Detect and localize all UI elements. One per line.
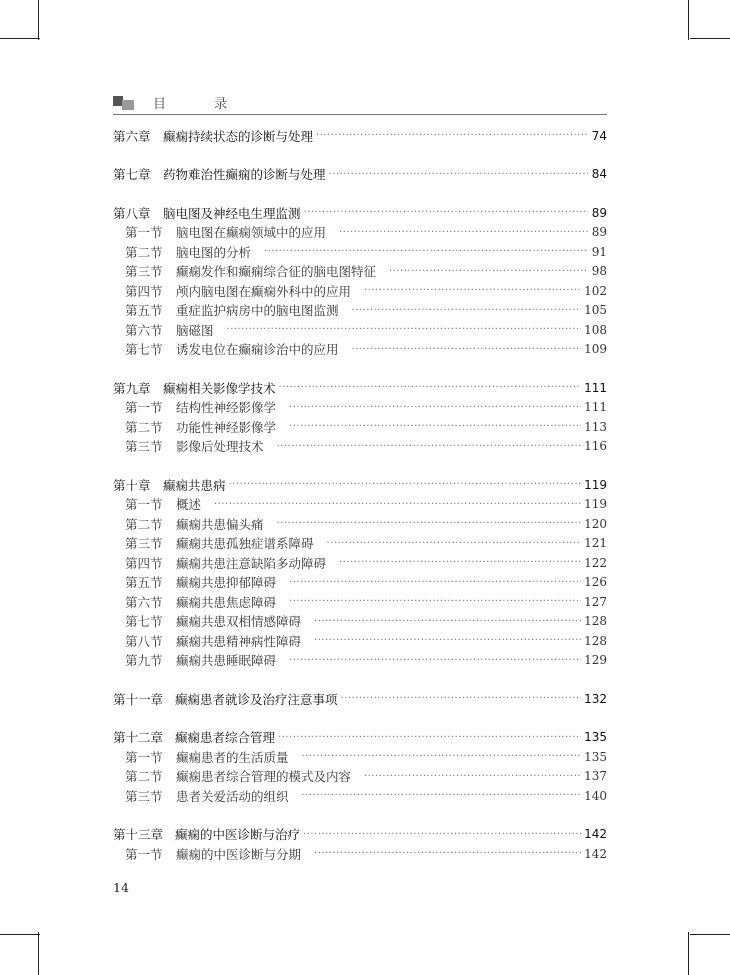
toc-section[interactable] (113, 553, 607, 573)
toc-section[interactable] (113, 747, 607, 767)
leader-dots (304, 207, 588, 218)
crop-mark-top-right (688, 0, 689, 40)
page-ref: 111 (584, 380, 607, 395)
page-ref: 127 (584, 594, 607, 609)
chapter-title: 脑电图及神经电生理监测 (163, 205, 301, 221)
leader-dots (227, 324, 582, 335)
toc-section[interactable] (113, 437, 607, 457)
section-label: 第九节 (125, 653, 163, 669)
toc-chapter-9[interactable] (113, 378, 607, 398)
section-title: 癫痫共患焦虑障碍 (176, 594, 277, 610)
page-number: 14 (113, 880, 129, 895)
page-ref: 89 (591, 225, 607, 240)
chapter-title: 癫痫共患病 (163, 477, 226, 493)
leader-dots (364, 771, 581, 782)
page-ref: 111 (584, 400, 607, 415)
page-ref: 121 (584, 536, 607, 551)
chapter-label: 第十三章 (113, 827, 164, 843)
section-title: 功能性神经影像学 (176, 419, 277, 435)
page-ref: 128 (584, 633, 607, 648)
toc-chapter-11[interactable] (113, 689, 607, 709)
toc-chapter-8[interactable] (113, 203, 607, 223)
toc-section[interactable] (113, 417, 607, 437)
leader-dots (264, 246, 588, 257)
chapter-title: 癫痫相关影像学技术 (163, 380, 276, 396)
section-label: 第六节 (125, 594, 163, 610)
section-label: 第一节 (125, 497, 163, 513)
leader-dots (214, 499, 581, 510)
section-title: 影像后处理技术 (176, 439, 264, 455)
toc-chapter-7[interactable] (113, 165, 607, 185)
page-ref: 91 (591, 244, 607, 259)
chapter-label: 第七章 (113, 167, 151, 183)
leader-dots (303, 829, 581, 840)
section-title: 脑电图在癫痫领域中的应用 (176, 225, 327, 241)
leader-dots (339, 227, 588, 238)
header-logo-icon (113, 92, 143, 110)
page-ref: 135 (584, 730, 607, 745)
section-label: 第一节 (125, 400, 163, 416)
section-label: 第二节 (125, 419, 163, 435)
leader-dots (314, 616, 581, 627)
section-title: 重症监护病房中的脑电图监测 (176, 303, 339, 319)
section-title: 癫痫的中医诊断与分期 (176, 846, 302, 862)
section-label: 第三节 (125, 788, 163, 804)
toc-section[interactable] (113, 612, 607, 632)
section-title: 结构性神经影像学 (176, 400, 277, 416)
section-title: 诱发电位在癫痫诊治中的应用 (176, 342, 339, 358)
toc-section[interactable] (113, 495, 607, 515)
chapter-label: 第六章 (113, 128, 151, 144)
toc-chapter-12[interactable] (113, 728, 607, 748)
section-label: 第七节 (125, 342, 163, 358)
leader-dots (289, 402, 581, 413)
leader-dots (289, 655, 581, 666)
leader-dots (289, 577, 581, 588)
section-title: 癫痫共患双相情感障碍 (176, 614, 302, 630)
page-ref: 89 (591, 205, 607, 220)
section-label: 第一节 (125, 225, 163, 241)
toc-section[interactable] (113, 534, 607, 554)
chapter-label: 第十章 (113, 477, 151, 493)
running-header (113, 92, 607, 115)
toc-chapter-6[interactable] (113, 126, 607, 146)
page-ref: 129 (584, 653, 607, 668)
leader-dots (352, 344, 582, 355)
section-title: 癫痫共患孤独症谱系障碍 (176, 536, 314, 552)
toc-chapter-13[interactable] (113, 825, 607, 845)
chapter-title: 癫痫患者综合管理 (175, 730, 276, 746)
page-ref: 142 (584, 827, 607, 842)
leader-dots (277, 518, 582, 529)
section-label: 第二节 (125, 244, 163, 260)
section-label: 第八节 (125, 633, 163, 649)
section-label: 第四节 (125, 283, 163, 299)
chapter-label: 第八章 (113, 205, 151, 221)
leader-dots (289, 421, 581, 432)
leader-dots (389, 266, 588, 277)
section-title: 癫痫患者综合管理的模式及内容 (176, 769, 352, 785)
page-ref: 84 (591, 167, 607, 182)
toc-section[interactable] (113, 514, 607, 534)
section-label: 第四节 (125, 555, 163, 571)
section-title: 癫痫共患注意缺陷多动障碍 (176, 555, 327, 571)
section-label: 第五节 (125, 303, 163, 319)
leader-dots (289, 596, 581, 607)
toc-section[interactable] (113, 767, 607, 787)
header-title: 目 录 (153, 97, 250, 112)
section-label: 第六节 (125, 322, 163, 338)
page-ref: 128 (584, 614, 607, 629)
page-ref: 119 (584, 477, 607, 492)
leader-dots (314, 635, 581, 646)
section-label: 第一节 (125, 749, 163, 765)
page-ref: 119 (584, 497, 607, 512)
page-ref: 74 (591, 128, 607, 143)
page-ref: 105 (584, 303, 607, 318)
page-ref: 120 (584, 516, 607, 531)
section-title: 脑电图的分析 (176, 244, 252, 260)
toc-section[interactable] (113, 281, 607, 301)
crop-mark-top-left (38, 0, 39, 40)
section-title: 癫痫患者的生活质量 (176, 749, 289, 765)
toc-chapter-10[interactable] (113, 475, 607, 495)
section-title: 概述 (176, 497, 202, 513)
chapter-title: 癫痫的中医诊断与治疗 (175, 827, 301, 843)
crop-mark-bottom-right (688, 932, 689, 975)
section-label: 第三节 (125, 439, 163, 455)
toc-section[interactable] (113, 242, 607, 262)
toc-section[interactable] (113, 631, 607, 651)
chapter-title: 癫痫持续状态的诊断与处理 (163, 128, 314, 144)
page-ref: 122 (584, 555, 607, 570)
page-ref: 98 (591, 264, 607, 279)
crop-mark-bottom-left (0, 934, 40, 935)
leader-dots (341, 693, 582, 704)
section-title: 脑磁图 (176, 322, 214, 338)
section-title: 癫痫发作和癫痫综合征的脑电图特征 (176, 264, 377, 280)
leader-dots (302, 790, 582, 801)
leader-dots (339, 557, 581, 568)
leader-dots (229, 479, 582, 490)
toc-section[interactable] (113, 301, 607, 321)
section-title: 癫痫共患偏头痛 (176, 516, 264, 532)
toc-section[interactable] (113, 592, 607, 612)
chapter-label: 第十二章 (113, 730, 164, 746)
section-label: 第五节 (125, 575, 163, 591)
section-label: 第三节 (125, 536, 163, 552)
leader-dots (278, 732, 581, 743)
chapter-label: 第九章 (113, 380, 151, 396)
page-ref: 116 (584, 439, 607, 454)
page-ref: 109 (584, 342, 607, 357)
toc-section[interactable] (113, 786, 607, 806)
toc-section[interactable] (113, 320, 607, 340)
toc-section[interactable] (113, 573, 607, 593)
section-title: 癫痫共患精神病性障碍 (176, 633, 302, 649)
section-label: 第三节 (125, 264, 163, 280)
section-title: 癫痫共患抑郁障碍 (176, 575, 277, 591)
page-ref: 108 (584, 322, 607, 337)
section-label: 第二节 (125, 516, 163, 532)
page-ref: 132 (584, 691, 607, 706)
leader-dots (279, 382, 582, 393)
crop-mark-bottom-right (690, 934, 730, 935)
leader-dots (302, 751, 582, 762)
section-label: 第二节 (125, 769, 163, 785)
page-ref: 102 (584, 283, 607, 298)
section-title: 颅内脑电图在癫痫外科中的应用 (176, 283, 352, 299)
crop-mark-top-right (690, 38, 730, 39)
page-ref: 137 (584, 769, 607, 784)
leader-dots (352, 305, 582, 316)
section-label: 第七节 (125, 614, 163, 630)
section-label: 第一节 (125, 846, 163, 862)
page-ref: 140 (584, 788, 607, 803)
chapter-label: 第十一章 (113, 691, 164, 707)
table-of-contents (113, 126, 607, 864)
leader-dots (327, 538, 582, 549)
page-ref: 135 (584, 749, 607, 764)
chapter-title: 药物难治性癫痫的诊断与处理 (163, 167, 326, 183)
leader-dots (277, 441, 582, 452)
crop-mark-top-left (0, 38, 40, 39)
leader-dots (329, 169, 588, 180)
crop-mark-bottom-left (38, 932, 39, 975)
leader-dots (314, 848, 581, 859)
page-ref: 142 (584, 846, 607, 861)
leader-dots (364, 285, 581, 296)
toc-section[interactable] (113, 262, 607, 282)
toc-section[interactable] (113, 651, 607, 671)
toc-section[interactable] (113, 844, 607, 864)
toc-section[interactable] (113, 223, 607, 243)
section-title: 患者关爱活动的组织 (176, 788, 289, 804)
section-title: 癫痫共患睡眠障碍 (176, 653, 277, 669)
page-ref: 126 (584, 575, 607, 590)
chapter-title: 癫痫患者就诊及治疗注意事项 (175, 691, 338, 707)
toc-section[interactable] (113, 398, 607, 418)
leader-dots (316, 130, 588, 141)
toc-section[interactable] (113, 340, 607, 360)
page-ref: 113 (584, 419, 607, 434)
